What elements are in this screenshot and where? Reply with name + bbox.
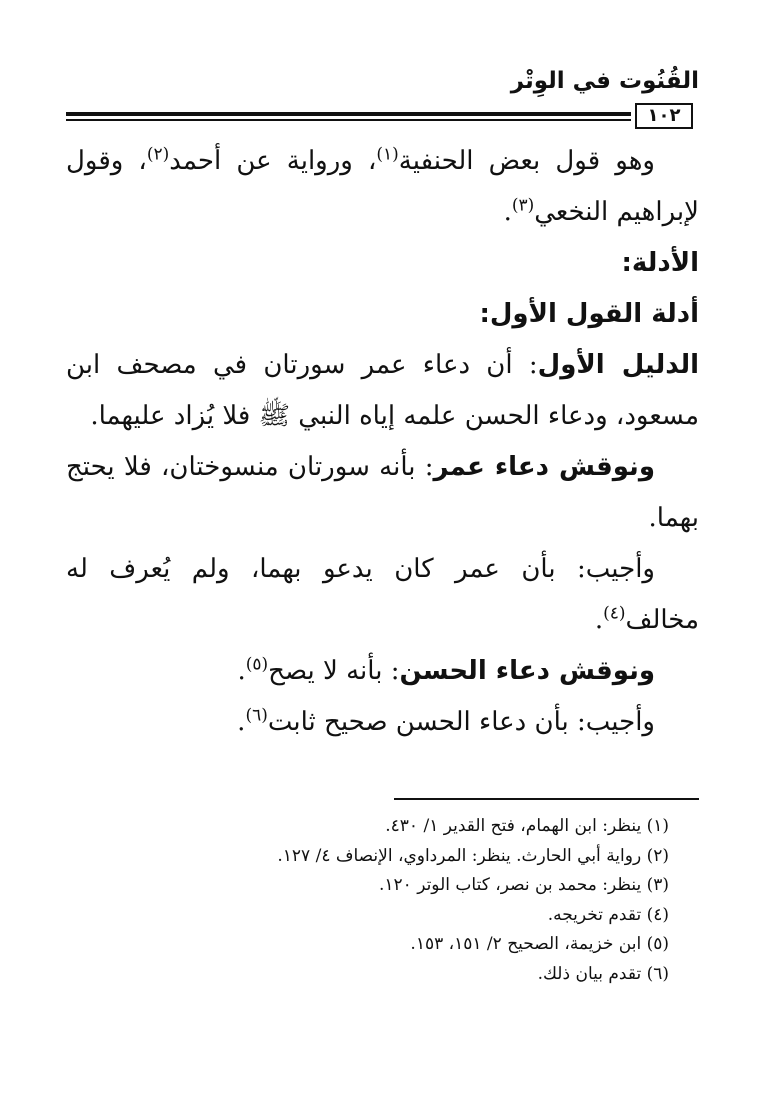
paragraph-objection-umar: ونوقش دعاء عمر: بأنه سورتان منسوختان، فلا يحتج بهما.: [66, 452, 699, 533]
paragraph-reply-umar: وأجيب: بأن عمر كان يدعو بهما، ولم يُعرف له مخالف$^{(٤)}$.: [66, 554, 699, 635]
paragraph-first-evidence: الدليل الأول: أن دعاء عمر سورتان في مصحف ابن مسعود، ودعاء الحسن علمه إياه النبي ﷺ فلا يُزاد عليهما.: [66, 350, 700, 431]
footnote-ref: (٤): [603, 603, 626, 624]
page-number: ١٠٢: [635, 103, 693, 129]
heading-first-opinion: أدلة القول الأول:: [479, 299, 699, 329]
footnote: (٥) ابن خزيمة، الصحيح ٢/ ١٥١، ١٥٣.: [410, 934, 669, 954]
paragraph-reply-hasan: وأجيب: بأن دعاء الحسن صحيح ثابت$^{(٦)}$.: [237, 705, 655, 737]
heading-evidence: الأدلة:: [621, 248, 699, 278]
header-rule-thin: [66, 119, 631, 121]
footnote-ref: (٦): [245, 705, 268, 726]
footnote-ref: (٣): [511, 195, 535, 216]
paragraph-opinion: وهو قول بعض الحنفية$^{(١)}$، ورواية عن أحمد$^{(٢)}$، وقول لإبراهيم النخعي$^{(٣)}$.: [66, 144, 699, 227]
header-rule-thick: [66, 112, 631, 116]
footnote: (٢) رواية أبي الحارث. ينظر: المرداوي، الإنصاف ٤/ ١٢٧.: [277, 845, 669, 866]
footnote-ref: (١): [376, 144, 399, 165]
running-title: القُنُوت في الوِتْر: [510, 68, 699, 94]
footnote: (١) ينظر: ابن الهمام، فتح القدير ١/ ٤٣٠.: [385, 816, 669, 836]
footnote: (٣) ينظر: محمد بن نصر، كتاب الوتر ١٢٠.: [378, 875, 669, 895]
footnote-separator: [394, 798, 699, 800]
footnotes: [66, 812, 669, 989]
footnote: (٦) تقدم بيان ذلك.: [537, 963, 669, 984]
footnote-ref: (٢): [146, 144, 170, 165]
paragraph-objection-hasan: ونوقش دعاء الحسن: بأنه لا يصح$^{(٥)}$.: [237, 654, 655, 686]
footnote-ref: (٥): [245, 654, 269, 675]
footnote: (٤) تقدم تخريجه.: [547, 904, 669, 925]
main-text: [66, 136, 699, 748]
